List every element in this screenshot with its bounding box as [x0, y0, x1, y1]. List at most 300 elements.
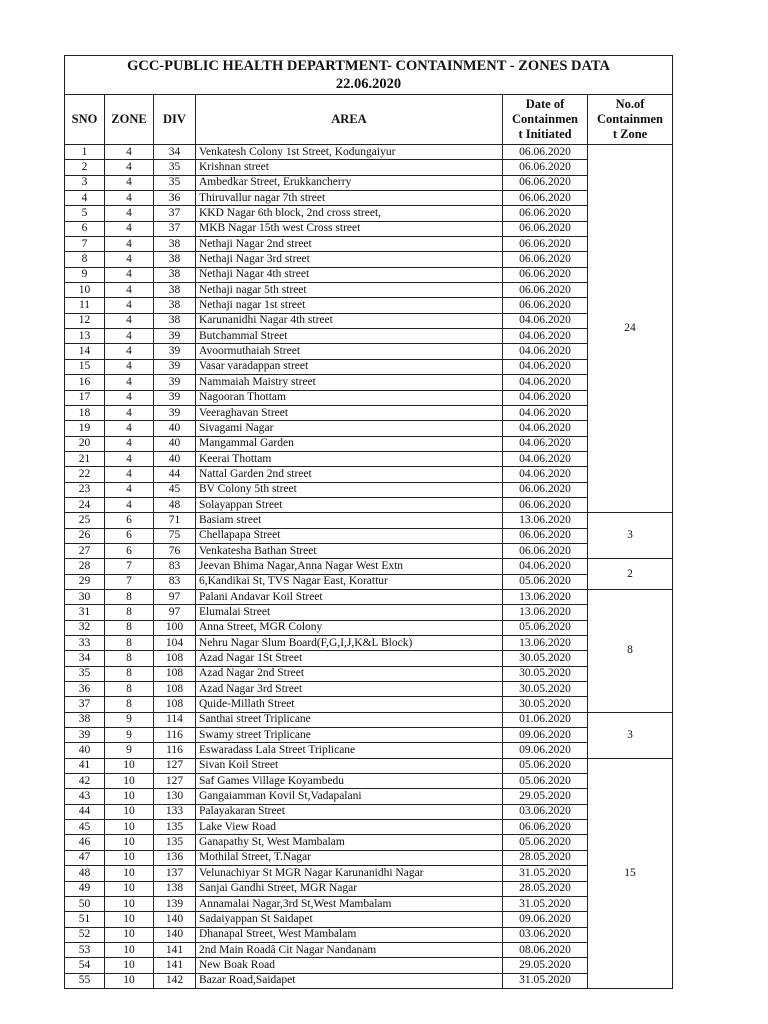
row-sno: 16 [65, 375, 105, 390]
row-div: 38 [154, 313, 196, 328]
row-div: 39 [154, 344, 196, 359]
row-sno: 48 [65, 866, 105, 881]
row-sno: 1 [65, 145, 105, 160]
table-row [65, 881, 673, 896]
table-row [65, 574, 673, 589]
row-date: 30.05.2020 [503, 651, 588, 666]
table-row [65, 329, 673, 344]
row-area: Lake View Road [196, 820, 503, 835]
table-row [65, 313, 673, 328]
table-row [65, 835, 673, 850]
table-row [65, 682, 673, 697]
row-div: 38 [154, 237, 196, 252]
row-date: 03.06.2020 [503, 927, 588, 942]
row-sno: 55 [65, 973, 105, 988]
row-div: 39 [154, 359, 196, 374]
row-div: 139 [154, 896, 196, 911]
table-row [65, 958, 673, 973]
row-date: 30.05.2020 [503, 682, 588, 697]
row-sno: 52 [65, 927, 105, 942]
table-row [65, 697, 673, 712]
row-div: 133 [154, 804, 196, 819]
row-area: New Boak Road [196, 958, 503, 973]
row-zone: 8 [105, 666, 154, 681]
row-date: 01.06.2020 [503, 712, 588, 727]
row-zone: 4 [105, 237, 154, 252]
row-div: 141 [154, 958, 196, 973]
table-row [65, 820, 673, 835]
row-area: 6,Kandikai St, TVS Nagar East, Korattur [196, 574, 503, 589]
row-sno: 47 [65, 850, 105, 865]
table-row [65, 436, 673, 451]
row-area: Venkatesha Bathan Street [196, 543, 503, 558]
row-div: 39 [154, 405, 196, 420]
row-date: 06.06.2020 [503, 497, 588, 512]
row-area: Nethaji nagar 5th street [196, 283, 503, 298]
table-row [65, 191, 673, 206]
row-area: Palayakaran Street [196, 804, 503, 819]
row-area: Nethaji Nagar 3rd street [196, 252, 503, 267]
row-div: 137 [154, 866, 196, 881]
row-zone: 8 [105, 589, 154, 604]
table-row [65, 221, 673, 236]
row-zone: 4 [105, 145, 154, 160]
row-div: 75 [154, 528, 196, 543]
row-sno: 33 [65, 636, 105, 651]
row-sno: 51 [65, 912, 105, 927]
row-div: 141 [154, 942, 196, 957]
row-sno: 13 [65, 329, 105, 344]
row-zone: 4 [105, 298, 154, 313]
table-row [65, 267, 673, 282]
row-area: Swamy street Triplicane [196, 728, 503, 743]
row-area: Quide-Millath Street [196, 697, 503, 712]
row-div: 127 [154, 774, 196, 789]
row-div: 138 [154, 881, 196, 896]
row-zone: 4 [105, 421, 154, 436]
row-div: 83 [154, 559, 196, 574]
row-sno: 46 [65, 835, 105, 850]
row-zone: 4 [105, 390, 154, 405]
table-row [65, 728, 673, 743]
row-sno: 18 [65, 405, 105, 420]
table-body [65, 145, 673, 989]
row-sno: 2 [65, 160, 105, 175]
row-sno: 45 [65, 820, 105, 835]
row-date: 06.06.2020 [503, 191, 588, 206]
row-sno: 30 [65, 589, 105, 604]
table-row [65, 666, 673, 681]
row-area: Sivan Koil Street [196, 758, 503, 773]
row-date: 06.06.2020 [503, 267, 588, 282]
row-area: Annamalai Nagar,3rd St,West Mambalam [196, 896, 503, 911]
row-div: 130 [154, 789, 196, 804]
row-zone: 6 [105, 513, 154, 528]
row-div: 48 [154, 497, 196, 512]
table-row [65, 206, 673, 221]
table-row [65, 850, 673, 865]
row-zone: 4 [105, 497, 154, 512]
row-div: 136 [154, 850, 196, 865]
row-area: Ambedkar Street, Erukkancherry [196, 175, 503, 190]
table-row [65, 605, 673, 620]
row-sno: 14 [65, 344, 105, 359]
row-div: 108 [154, 651, 196, 666]
row-area: Anna Street, MGR Colony [196, 620, 503, 635]
row-zone: 10 [105, 789, 154, 804]
row-zone: 7 [105, 559, 154, 574]
row-area: Sadaiyappan St Saidapet [196, 912, 503, 927]
table-row [65, 528, 673, 543]
row-zone: 4 [105, 175, 154, 190]
row-sno: 37 [65, 697, 105, 712]
row-area: Venkatesh Colony 1st Street, Kodungaiyur [196, 145, 503, 160]
row-date: 28.05.2020 [503, 850, 588, 865]
row-area: Gangaiamman Kovil St,Vadapalani [196, 789, 503, 804]
row-div: 38 [154, 252, 196, 267]
title-date: 22.06.2020 [335, 76, 402, 92]
header-sno: SNO [65, 95, 105, 145]
containment-zone-count: 3 [588, 712, 673, 758]
row-date: 13.06.2020 [503, 589, 588, 604]
table-row [65, 912, 673, 927]
row-sno: 12 [65, 313, 105, 328]
row-date: 04.06.2020 [503, 329, 588, 344]
header-div: DIV [154, 95, 196, 145]
row-date: 06.06.2020 [503, 298, 588, 313]
row-area: Nattal Garden 2nd street [196, 467, 503, 482]
row-zone: 10 [105, 774, 154, 789]
row-date: 09.06.2020 [503, 743, 588, 758]
row-zone: 10 [105, 820, 154, 835]
row-area: Butchammal Street [196, 329, 503, 344]
row-area: Karunanidhi Nagar 4th street [196, 313, 503, 328]
row-area: MKB Nagar 15th west Cross street [196, 221, 503, 236]
row-area: Saf Games Village Koyambedu [196, 774, 503, 789]
row-date: 13.06.2020 [503, 636, 588, 651]
row-div: 108 [154, 666, 196, 681]
row-zone: 9 [105, 743, 154, 758]
row-area: Chellapapa Street [196, 528, 503, 543]
table-row [65, 359, 673, 374]
row-sno: 6 [65, 221, 105, 236]
row-date: 04.06.2020 [503, 405, 588, 420]
row-sno: 10 [65, 283, 105, 298]
table-row [65, 513, 673, 528]
row-area: Sanjai Gandhi Street, MGR Nagar [196, 881, 503, 896]
table-row [65, 160, 673, 175]
row-div: 104 [154, 636, 196, 651]
row-sno: 38 [65, 712, 105, 727]
row-sno: 35 [65, 666, 105, 681]
row-date: 31.05.2020 [503, 973, 588, 988]
row-area: Avoormuthaiah Street [196, 344, 503, 359]
row-area: Velunachiyar St MGR Nagar Karunanidhi Nagar [196, 866, 503, 881]
table-row [65, 758, 673, 773]
row-area: Nehru Nagar Slum Board(F,G,I,J,K&L Block) [196, 636, 503, 651]
table-row [65, 497, 673, 512]
row-zone: 8 [105, 636, 154, 651]
row-sno: 39 [65, 728, 105, 743]
containment-zone-count: 3 [588, 513, 673, 559]
table-row [65, 298, 673, 313]
row-zone: 9 [105, 712, 154, 727]
row-zone: 4 [105, 267, 154, 282]
row-sno: 4 [65, 191, 105, 206]
row-sno: 53 [65, 942, 105, 957]
row-date: 28.05.2020 [503, 881, 588, 896]
table-row [65, 636, 673, 651]
row-area: 2nd Main Roadâ Cit Nagar Nandanam [196, 942, 503, 957]
row-div: 135 [154, 835, 196, 850]
row-div: 39 [154, 390, 196, 405]
row-date: 06.06.2020 [503, 206, 588, 221]
row-div: 36 [154, 191, 196, 206]
row-div: 38 [154, 267, 196, 282]
row-date: 30.05.2020 [503, 697, 588, 712]
table-row [65, 283, 673, 298]
row-div: 39 [154, 375, 196, 390]
row-zone: 9 [105, 728, 154, 743]
header-area: AREA [196, 95, 503, 145]
row-sno: 21 [65, 451, 105, 466]
row-date: 04.06.2020 [503, 559, 588, 574]
row-zone: 10 [105, 958, 154, 973]
table-row [65, 482, 673, 497]
row-div: 40 [154, 421, 196, 436]
header-zone: ZONE [105, 95, 154, 145]
row-zone: 4 [105, 191, 154, 206]
row-zone: 8 [105, 682, 154, 697]
row-area: Nethaji nagar 1st street [196, 298, 503, 313]
title-line-1: GCC-PUBLIC HEALTH DEPARTMENT- CONTAINMENT - ZONES DATA [127, 58, 610, 74]
row-sno: 41 [65, 758, 105, 773]
row-zone: 10 [105, 896, 154, 911]
row-sno: 9 [65, 267, 105, 282]
row-area: Vasar varadappan street [196, 359, 503, 374]
row-date: 06.06.2020 [503, 482, 588, 497]
row-date: 06.06.2020 [503, 543, 588, 558]
row-div: 35 [154, 175, 196, 190]
row-date: 09.06.2020 [503, 912, 588, 927]
table-row [65, 743, 673, 758]
table-row [65, 405, 673, 420]
row-date: 29.05.2020 [503, 789, 588, 804]
containment-zones-document [64, 55, 672, 989]
row-zone: 4 [105, 375, 154, 390]
row-date: 04.06.2020 [503, 313, 588, 328]
table-row [65, 344, 673, 359]
header-date-initiated: Date of Containmen t Initiated [503, 95, 588, 145]
row-sno: 3 [65, 175, 105, 190]
row-sno: 26 [65, 528, 105, 543]
row-zone: 10 [105, 866, 154, 881]
row-sno: 11 [65, 298, 105, 313]
row-zone: 4 [105, 206, 154, 221]
row-sno: 24 [65, 497, 105, 512]
row-area: Nethaji Nagar 4th street [196, 267, 503, 282]
row-date: 06.06.2020 [503, 528, 588, 543]
row-sno: 23 [65, 482, 105, 497]
row-zone: 4 [105, 405, 154, 420]
row-div: 116 [154, 743, 196, 758]
row-sno: 22 [65, 467, 105, 482]
table-row [65, 543, 673, 558]
row-date: 05.06.2020 [503, 620, 588, 635]
table-row [65, 620, 673, 635]
row-zone: 10 [105, 912, 154, 927]
row-area: Keerai Thottam [196, 451, 503, 466]
row-div: 34 [154, 145, 196, 160]
table-row [65, 927, 673, 942]
row-date: 04.06.2020 [503, 375, 588, 390]
row-zone: 4 [105, 467, 154, 482]
row-div: 83 [154, 574, 196, 589]
row-date: 06.06.2020 [503, 283, 588, 298]
row-sno: 27 [65, 543, 105, 558]
table-row [65, 145, 673, 160]
row-sno: 50 [65, 896, 105, 911]
row-div: 108 [154, 697, 196, 712]
row-zone: 4 [105, 252, 154, 267]
row-date: 09.06.2020 [503, 728, 588, 743]
row-date: 04.06.2020 [503, 421, 588, 436]
table-row [65, 712, 673, 727]
header-containment-count: No.of Containmen t Zone [588, 95, 673, 145]
row-zone: 10 [105, 942, 154, 957]
row-sno: 43 [65, 789, 105, 804]
row-date: 04.06.2020 [503, 359, 588, 374]
row-area: Mangammal Garden [196, 436, 503, 451]
row-sno: 17 [65, 390, 105, 405]
row-date: 03.06.2020 [503, 804, 588, 819]
row-zone: 10 [105, 758, 154, 773]
row-sno: 8 [65, 252, 105, 267]
containment-zones-table [64, 55, 673, 989]
row-div: 142 [154, 973, 196, 988]
row-area: Mothilal Street, T.Nagar [196, 850, 503, 865]
row-zone: 8 [105, 651, 154, 666]
row-sno: 25 [65, 513, 105, 528]
row-zone: 4 [105, 359, 154, 374]
table-row [65, 804, 673, 819]
row-zone: 4 [105, 436, 154, 451]
row-area: Veeraghavan Street [196, 405, 503, 420]
row-sno: 31 [65, 605, 105, 620]
table-row [65, 774, 673, 789]
row-div: 97 [154, 589, 196, 604]
row-date: 04.06.2020 [503, 344, 588, 359]
table-row [65, 451, 673, 466]
table-title [65, 56, 673, 95]
row-zone: 4 [105, 221, 154, 236]
row-date: 30.05.2020 [503, 666, 588, 681]
row-date: 04.06.2020 [503, 451, 588, 466]
row-sno: 36 [65, 682, 105, 697]
row-div: 140 [154, 927, 196, 942]
row-date: 04.06.2020 [503, 467, 588, 482]
row-zone: 4 [105, 482, 154, 497]
row-date: 31.05.2020 [503, 866, 588, 881]
row-area: Dhanapal Street, West Mambalam [196, 927, 503, 942]
row-area: Jeevan Bhima Nagar,Anna Nagar West Extn [196, 559, 503, 574]
row-div: 38 [154, 298, 196, 313]
row-div: 97 [154, 605, 196, 620]
row-date: 06.06.2020 [503, 820, 588, 835]
containment-zone-count: 24 [588, 145, 673, 513]
row-area: BV Colony 5th street [196, 482, 503, 497]
row-sno: 29 [65, 574, 105, 589]
table-row [65, 421, 673, 436]
row-sno: 5 [65, 206, 105, 221]
row-zone: 10 [105, 835, 154, 850]
row-sno: 44 [65, 804, 105, 819]
row-area: Solayappan Street [196, 497, 503, 512]
row-div: 39 [154, 329, 196, 344]
row-area: Basiam street [196, 513, 503, 528]
row-area: Bazar Road,Saidapet [196, 973, 503, 988]
row-area: Nagooran Thottam [196, 390, 503, 405]
row-date: 05.06.2020 [503, 774, 588, 789]
header-row [65, 95, 673, 145]
row-div: 71 [154, 513, 196, 528]
row-date: 04.06.2020 [503, 390, 588, 405]
row-date: 05.06.2020 [503, 574, 588, 589]
row-sno: 32 [65, 620, 105, 635]
row-area: Nammaiah Maistry street [196, 375, 503, 390]
row-area: Ganapathy St, West Mambalam [196, 835, 503, 850]
row-zone: 10 [105, 881, 154, 896]
row-area: Santhai street Triplicane [196, 712, 503, 727]
row-area: Azad Nagar 2nd Street [196, 666, 503, 681]
row-date: 04.06.2020 [503, 436, 588, 451]
row-zone: 10 [105, 927, 154, 942]
row-zone: 8 [105, 697, 154, 712]
row-area: Sivagami Nagar [196, 421, 503, 436]
table-row [65, 375, 673, 390]
table-row [65, 175, 673, 190]
row-div: 108 [154, 682, 196, 697]
table-row [65, 237, 673, 252]
row-div: 116 [154, 728, 196, 743]
row-area: Nethaji Nagar 2nd street [196, 237, 503, 252]
row-div: 44 [154, 467, 196, 482]
row-zone: 6 [105, 528, 154, 543]
row-area: Thiruvallur nagar 7th street [196, 191, 503, 206]
row-zone: 4 [105, 313, 154, 328]
row-div: 45 [154, 482, 196, 497]
containment-zone-count: 2 [588, 559, 673, 590]
row-area: Azad Nagar 1St Street [196, 651, 503, 666]
row-area: Eswaradass Lala Street Triplicane [196, 743, 503, 758]
row-date: 13.06.2020 [503, 513, 588, 528]
row-sno: 40 [65, 743, 105, 758]
row-area: Azad Nagar 3rd Street [196, 682, 503, 697]
row-sno: 34 [65, 651, 105, 666]
row-zone: 4 [105, 344, 154, 359]
row-date: 08.06.2020 [503, 942, 588, 957]
row-div: 135 [154, 820, 196, 835]
row-area: Elumalai Street [196, 605, 503, 620]
row-sno: 7 [65, 237, 105, 252]
table-row [65, 973, 673, 988]
row-zone: 4 [105, 160, 154, 175]
table-row [65, 942, 673, 957]
row-div: 37 [154, 221, 196, 236]
row-zone: 7 [105, 574, 154, 589]
containment-zone-count: 8 [588, 589, 673, 712]
row-zone: 8 [105, 620, 154, 635]
